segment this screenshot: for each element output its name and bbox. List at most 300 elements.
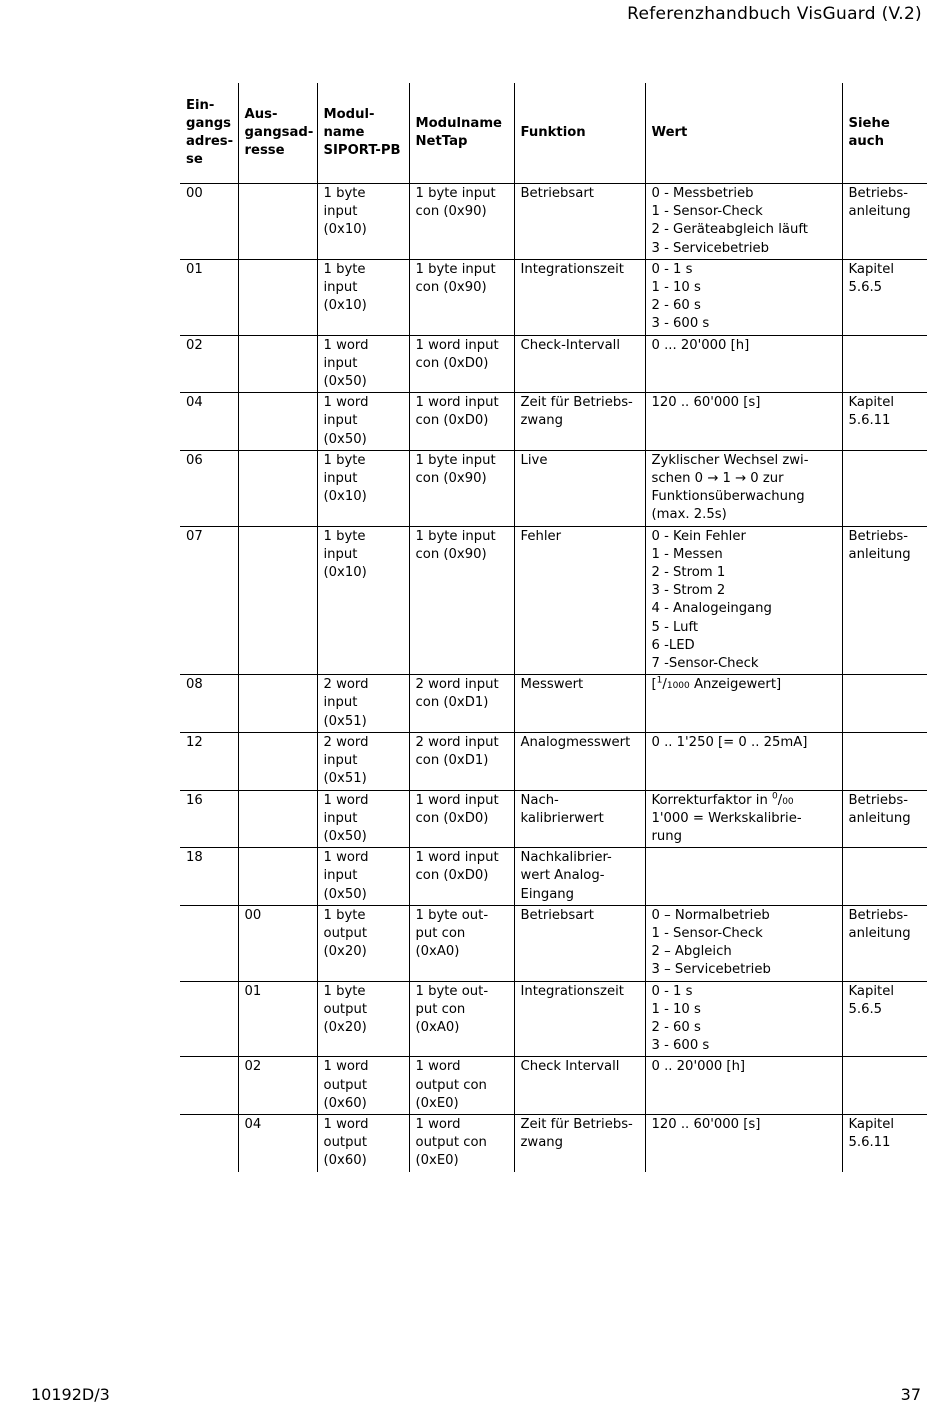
cell-funktion xyxy=(514,790,645,848)
cell-line: Live xyxy=(520,452,548,468)
cell-line: 2 - 60 s xyxy=(651,298,701,314)
cell-funktion xyxy=(514,1057,645,1115)
cell-line xyxy=(652,792,836,810)
cell-line: 2 – Abgleich xyxy=(651,944,732,960)
cell-line: 1 - 10 s xyxy=(651,280,701,296)
cell-text: 12 xyxy=(186,734,203,750)
cell-funktion xyxy=(514,848,645,906)
cell-line: anleitung xyxy=(848,204,911,220)
cell-line: con (0xD0) xyxy=(415,868,489,884)
cell-line: 2 word input xyxy=(415,677,499,693)
cell-siehe-auch xyxy=(842,1114,927,1171)
cell-text: 00 xyxy=(244,907,262,923)
cell-line: 6 -LED xyxy=(651,637,695,653)
cell-line: Zeit für Betriebs- xyxy=(520,395,633,411)
cell-siehe-auch xyxy=(842,1057,927,1115)
cell-line: input xyxy=(323,868,358,884)
cell-line: resse xyxy=(244,143,285,159)
cell-modulname-siport xyxy=(317,732,409,790)
cell-funktion xyxy=(514,905,645,981)
cell-line: input xyxy=(323,471,358,487)
cell-line: 1 word input xyxy=(415,337,499,353)
cell-line: (max. 2.5s) xyxy=(651,507,727,523)
cell-line: 0 - 1 s xyxy=(651,261,693,277)
cell-eingangsadresse xyxy=(180,732,238,790)
cell-line: SIPORT-PB xyxy=(323,143,401,159)
cell-line: wert Analog- xyxy=(520,868,605,884)
cell-line: output xyxy=(323,1001,367,1017)
cell-line: Siehe xyxy=(848,115,890,131)
table-row xyxy=(180,1057,927,1115)
cell-line: 120 .. 60'000 [s] xyxy=(651,1116,761,1132)
cell-line: (0x51) xyxy=(323,713,367,729)
cell-line: Kapitel xyxy=(848,395,894,411)
cell-line: 1 word xyxy=(415,1116,461,1132)
address-table xyxy=(180,83,927,1172)
cell-wert xyxy=(645,1114,842,1171)
cell-line: zwang xyxy=(520,1135,564,1151)
cell-line: 5.6.5 xyxy=(848,1001,883,1017)
cell-line: Check-Intervall xyxy=(520,337,620,353)
cell-line: 1 word input xyxy=(415,850,499,866)
cell-line: 1 byte xyxy=(323,261,366,277)
cell-line: (0x60) xyxy=(323,1153,367,1169)
cell-line: Ein- xyxy=(186,97,215,113)
cell-ausgangsadresse xyxy=(238,848,317,906)
cell-line: 1 byte input xyxy=(415,261,496,277)
cell-text: 01 xyxy=(244,983,262,999)
table-row xyxy=(180,848,927,906)
cell-modulname-nettap xyxy=(409,848,514,906)
cell-line: (0x20) xyxy=(323,1019,367,1035)
header-funktion xyxy=(514,83,645,184)
cell-modulname-siport xyxy=(317,335,409,393)
cell-line: 5 - Luft xyxy=(651,619,699,635)
cell-funktion xyxy=(514,732,645,790)
cell-line: Messwert xyxy=(520,677,584,693)
cell-line: 1 byte xyxy=(323,983,366,999)
cell-line: con (0x90) xyxy=(415,280,487,296)
cell-wert xyxy=(645,393,842,451)
cell-wert xyxy=(645,184,842,260)
cell-text: 04 xyxy=(244,1116,262,1132)
cell-line: 1 byte input xyxy=(415,528,496,544)
cell-siehe-auch xyxy=(842,981,927,1057)
cell-line: con (0xD0) xyxy=(415,810,489,826)
cell-line: 7 -Sensor-Check xyxy=(651,656,759,672)
cell-line: input xyxy=(323,413,358,429)
cell-eingangsadresse xyxy=(180,335,238,393)
cell-modulname-siport xyxy=(317,526,409,675)
cell-line: 2 word xyxy=(323,734,369,750)
table-row xyxy=(180,184,927,260)
cell-line: input xyxy=(323,280,358,296)
cell-modulname-nettap xyxy=(409,526,514,675)
cell-line: (0x50) xyxy=(323,828,367,844)
cell-line: auch xyxy=(848,134,884,149)
cell-wert xyxy=(645,981,842,1057)
cell-funktion xyxy=(514,526,645,675)
cell-funktion xyxy=(514,1114,645,1171)
cell-line: con (0xD0) xyxy=(415,413,489,429)
cell-line: output xyxy=(323,925,367,941)
cell-line: Modul- xyxy=(323,106,375,122)
cell-line: se xyxy=(186,152,203,168)
cell-line: 1 - Messen xyxy=(651,546,723,562)
cell-line: 1 word xyxy=(323,395,369,411)
cell-line: (0xE0) xyxy=(415,1095,459,1111)
cell-line: output xyxy=(323,1077,367,1093)
cell-line: Zeit für Betriebs- xyxy=(520,1116,633,1132)
cell-line: con (0x90) xyxy=(415,204,487,220)
cell-line: 1 byte out- xyxy=(415,983,489,999)
header-modulname-siport xyxy=(317,83,409,184)
cell-eingangsadresse xyxy=(180,1057,238,1115)
cell-eingangsadresse xyxy=(180,526,238,675)
cell-line: con (0x90) xyxy=(415,546,487,562)
cell-wert xyxy=(645,1057,842,1115)
cell-eingangsadresse xyxy=(180,184,238,260)
cell-line: 1 byte xyxy=(323,186,366,201)
cell-line: 4 - Analogeingang xyxy=(651,601,772,617)
cell-line: input xyxy=(323,355,358,371)
table-row xyxy=(180,905,927,981)
cell-ausgangsadresse xyxy=(238,335,317,393)
cell-ausgangsadresse xyxy=(238,393,317,451)
cell-ausgangsadresse xyxy=(238,184,317,260)
cell-modulname-nettap xyxy=(409,259,514,335)
cell-line: 1 word xyxy=(323,792,369,808)
cell-siehe-auch xyxy=(842,184,927,260)
cell-line: Kapitel xyxy=(848,983,894,999)
cell-siehe-auch xyxy=(842,905,927,981)
cell-line: con (0xD1) xyxy=(415,695,489,711)
cell-wert xyxy=(645,732,842,790)
cell-line: rung xyxy=(651,828,683,844)
cell-line: Wert xyxy=(651,124,688,140)
cell-line: (0x10) xyxy=(323,565,367,581)
cell-line: (0xE0) xyxy=(415,1153,459,1169)
page-number: 37 xyxy=(900,1385,921,1404)
cell-siehe-auch xyxy=(842,526,927,675)
cell-modulname-siport xyxy=(317,259,409,335)
cell-line: put con xyxy=(415,1001,466,1017)
cell-line: 0 - Kein Fehler xyxy=(651,528,746,544)
cell-line: (0x50) xyxy=(323,374,367,390)
cell-modulname-nettap xyxy=(409,335,514,393)
header-siehe-auch xyxy=(842,83,927,184)
cell-line: 1 - 10 s xyxy=(651,1001,701,1017)
wert-superscript: 0 xyxy=(772,791,778,802)
cell-line: Betriebs- xyxy=(848,907,909,923)
cell-line: adres- xyxy=(186,134,234,149)
wert-subscript: 1000 xyxy=(666,681,690,692)
cell-funktion xyxy=(514,393,645,451)
cell-line: Betriebsart xyxy=(520,907,594,923)
cell-line: Betriebs- xyxy=(848,792,909,808)
table-row xyxy=(180,1114,927,1171)
cell-ausgangsadresse xyxy=(238,1114,317,1171)
cell-line: (0x60) xyxy=(323,1095,367,1111)
cell-line: 2 word input xyxy=(415,734,499,750)
cell-line: 3 - 600 s xyxy=(651,1038,710,1054)
cell-line: zwang xyxy=(520,413,564,429)
cell-wert xyxy=(645,259,842,335)
wert-prefix: [ xyxy=(651,677,657,693)
cell-line: Eingang xyxy=(520,886,575,902)
cell-line: 1 - Sensor-Check xyxy=(651,925,763,941)
wert-subscript: 00 xyxy=(782,796,794,807)
cell-funktion xyxy=(514,184,645,260)
cell-line: anleitung xyxy=(848,925,911,941)
cell-line: input xyxy=(323,546,358,562)
cell-eingangsadresse xyxy=(180,450,238,526)
cell-line: (0x20) xyxy=(323,944,367,960)
cell-line: Kapitel xyxy=(848,1116,894,1132)
cell-line: 3 - Servicebetrieb xyxy=(651,240,769,256)
cell-funktion xyxy=(514,259,645,335)
cell-modulname-siport xyxy=(317,675,409,733)
cell-wert xyxy=(645,675,842,733)
wert-suffix: Anzeigewert] xyxy=(689,677,782,693)
cell-siehe-auch xyxy=(842,393,927,451)
cell-line: Analogmesswert xyxy=(520,734,631,750)
cell-line: con (0xD1) xyxy=(415,753,489,769)
cell-line: Betriebs- xyxy=(848,528,909,544)
cell-line: (0x50) xyxy=(323,431,367,447)
table-row xyxy=(180,732,927,790)
cell-ausgangsadresse xyxy=(238,450,317,526)
cell-modulname-siport xyxy=(317,981,409,1057)
cell-line: 120 .. 60'000 [s] xyxy=(651,395,761,411)
cell-line: 5.6.11 xyxy=(848,1135,891,1151)
cell-eingangsadresse xyxy=(180,259,238,335)
cell-line: 1 byte input xyxy=(415,186,496,201)
cell-modulname-siport xyxy=(317,905,409,981)
cell-line: 1 word xyxy=(323,850,369,866)
document-id: 10192D/3 xyxy=(31,1385,110,1404)
cell-text: 16 xyxy=(186,792,203,808)
cell-ausgangsadresse xyxy=(238,981,317,1057)
cell-line: 1 word input xyxy=(415,792,499,808)
cell-line: 1 byte xyxy=(323,452,366,468)
cell-ausgangsadresse xyxy=(238,790,317,848)
cell-line: (0x50) xyxy=(323,886,367,902)
cell-line: 3 - 600 s xyxy=(651,316,710,332)
cell-eingangsadresse xyxy=(180,848,238,906)
cell-wert xyxy=(645,848,842,906)
cell-siehe-auch xyxy=(842,450,927,526)
cell-ausgangsadresse xyxy=(238,905,317,981)
cell-line: anleitung xyxy=(848,546,911,562)
cell-line: 1 byte xyxy=(323,528,366,544)
table-row xyxy=(180,675,927,733)
cell-siehe-auch xyxy=(842,259,927,335)
cell-line: (0x10) xyxy=(323,222,367,238)
wert-slash: / xyxy=(662,677,667,693)
cell-line: 2 - Strom 1 xyxy=(651,565,726,581)
header-eingangsadresse xyxy=(180,83,238,184)
cell-line: 1 - Sensor-Check xyxy=(651,204,763,220)
cell-wert xyxy=(645,526,842,675)
cell-line: Integrationszeit xyxy=(520,261,624,277)
cell-line: 1 word xyxy=(323,1059,369,1075)
cell-line: output con xyxy=(415,1077,487,1093)
cell-line: Betriebsart xyxy=(520,186,594,201)
cell-line: Betriebs- xyxy=(848,186,909,201)
cell-siehe-auch xyxy=(842,335,927,393)
cell-line: Integrationszeit xyxy=(520,983,624,999)
cell-eingangsadresse xyxy=(180,1114,238,1171)
table-header-row xyxy=(180,83,927,184)
cell-line: Funktionsüberwachung xyxy=(651,489,805,505)
cell-line: 0 – Normalbetrieb xyxy=(651,907,770,923)
cell-modulname-nettap xyxy=(409,732,514,790)
cell-line: 0 - 1 s xyxy=(651,983,693,999)
cell-line: 2 - Geräteabgleich läuft xyxy=(651,222,808,238)
table-row xyxy=(180,790,927,848)
cell-line: (0x51) xyxy=(323,771,367,787)
cell-funktion xyxy=(514,335,645,393)
cell-line: Fehler xyxy=(520,528,562,544)
cell-line: 1 byte input xyxy=(415,452,496,468)
cell-text: 08 xyxy=(186,677,203,693)
cell-funktion xyxy=(514,675,645,733)
cell-siehe-auch xyxy=(842,790,927,848)
cell-modulname-siport xyxy=(317,790,409,848)
cell-text: 06 xyxy=(186,452,203,468)
cell-modulname-nettap xyxy=(409,184,514,260)
cell-ausgangsadresse xyxy=(238,732,317,790)
cell-text: 04 xyxy=(186,395,203,411)
cell-text: 18 xyxy=(186,850,203,866)
cell-line: input xyxy=(323,753,358,769)
cell-wert xyxy=(645,335,842,393)
cell-line: output xyxy=(323,1135,367,1151)
cell-siehe-auch xyxy=(842,732,927,790)
cell-wert xyxy=(645,790,842,848)
cell-text: 07 xyxy=(186,528,203,544)
cell-line xyxy=(652,676,836,694)
cell-eingangsadresse xyxy=(180,790,238,848)
cell-line: name xyxy=(323,124,365,140)
cell-line: 5.6.5 xyxy=(848,280,883,296)
cell-line: input xyxy=(323,810,358,826)
cell-modulname-nettap xyxy=(409,1057,514,1115)
cell-line: (0x10) xyxy=(323,298,367,314)
cell-modulname-siport xyxy=(317,1057,409,1115)
cell-eingangsadresse xyxy=(180,675,238,733)
cell-ausgangsadresse xyxy=(238,1057,317,1115)
cell-line: put con xyxy=(415,925,466,941)
cell-modulname-nettap xyxy=(409,981,514,1057)
cell-line: anleitung xyxy=(848,810,911,826)
cell-wert xyxy=(645,905,842,981)
cell-text: 00 xyxy=(186,186,203,201)
cell-line: (0x10) xyxy=(323,489,367,505)
cell-text: 01 xyxy=(186,261,203,277)
cell-line: Nachkalibrier- xyxy=(520,850,612,866)
wert-slash: / xyxy=(777,792,783,808)
cell-line: 1 word input xyxy=(415,395,499,411)
table-row xyxy=(180,393,927,451)
cell-line: 1'000 = Werkskalibrie- xyxy=(651,810,802,826)
wert-prefix: Korrekturfaktor in xyxy=(651,792,773,808)
cell-line: 0 .. 20'000 [h] xyxy=(651,1059,746,1075)
cell-text: 02 xyxy=(186,337,203,353)
cell-modulname-siport xyxy=(317,848,409,906)
table-body xyxy=(180,184,927,1172)
cell-line: 1 byte xyxy=(323,907,366,923)
cell-line: 2 word xyxy=(323,677,369,693)
cell-line: 0 ... 20'000 [h] xyxy=(651,337,750,353)
table-row xyxy=(180,259,927,335)
cell-modulname-siport xyxy=(317,393,409,451)
header-modulname-nettap xyxy=(409,83,514,184)
cell-ausgangsadresse xyxy=(238,526,317,675)
cell-modulname-siport xyxy=(317,1114,409,1171)
cell-funktion xyxy=(514,450,645,526)
cell-line: Check Intervall xyxy=(520,1059,620,1075)
cell-text: 02 xyxy=(244,1059,262,1075)
cell-line: Kapitel xyxy=(848,261,894,277)
cell-line: 3 - Strom 2 xyxy=(651,583,726,599)
cell-modulname-nettap xyxy=(409,905,514,981)
cell-line: Funktion xyxy=(520,124,586,140)
cell-line: input xyxy=(323,204,358,220)
cell-line: input xyxy=(323,695,358,711)
cell-line: Modulname xyxy=(415,115,503,131)
cell-eingangsadresse xyxy=(180,393,238,451)
cell-line: 1 byte out- xyxy=(415,907,489,923)
cell-line: 3 – Servicebetrieb xyxy=(651,962,771,978)
cell-modulname-siport xyxy=(317,450,409,526)
cell-modulname-nettap xyxy=(409,450,514,526)
cell-line: NetTap xyxy=(415,134,468,149)
table-row xyxy=(180,450,927,526)
cell-line: Zyklischer Wechsel zwi- xyxy=(651,452,809,468)
cell-line: con (0x90) xyxy=(415,471,487,487)
cell-siehe-auch xyxy=(842,675,927,733)
header-wert xyxy=(645,83,842,184)
cell-line: 0 - Messbetrieb xyxy=(651,186,754,201)
cell-eingangsadresse xyxy=(180,981,238,1057)
page-header-title: Referenzhandbuch VisGuard (V.2) xyxy=(627,4,922,24)
cell-line: 0 .. 1'250 [= 0 .. 25mA] xyxy=(651,734,808,750)
header-ausgangsadresse xyxy=(238,83,317,184)
cell-modulname-nettap xyxy=(409,790,514,848)
cell-line: con (0xD0) xyxy=(415,355,489,371)
cell-modulname-nettap xyxy=(409,1114,514,1171)
cell-line: gangs xyxy=(186,115,232,131)
cell-ausgangsadresse xyxy=(238,259,317,335)
cell-wert xyxy=(645,450,842,526)
cell-modulname-nettap xyxy=(409,393,514,451)
cell-line: 1 word xyxy=(415,1059,461,1075)
table-row xyxy=(180,335,927,393)
table-row xyxy=(180,981,927,1057)
cell-line: Nach- xyxy=(520,792,559,808)
cell-siehe-auch xyxy=(842,848,927,906)
cell-line: 5.6.11 xyxy=(848,413,891,429)
cell-line: (0xA0) xyxy=(415,1019,460,1035)
cell-line: gangsad- xyxy=(244,124,314,140)
cell-line: Aus- xyxy=(244,106,278,122)
cell-line: 2 - 60 s xyxy=(651,1019,701,1035)
cell-line: kalibrierwert xyxy=(520,810,604,826)
cell-funktion xyxy=(514,981,645,1057)
cell-eingangsadresse xyxy=(180,905,238,981)
